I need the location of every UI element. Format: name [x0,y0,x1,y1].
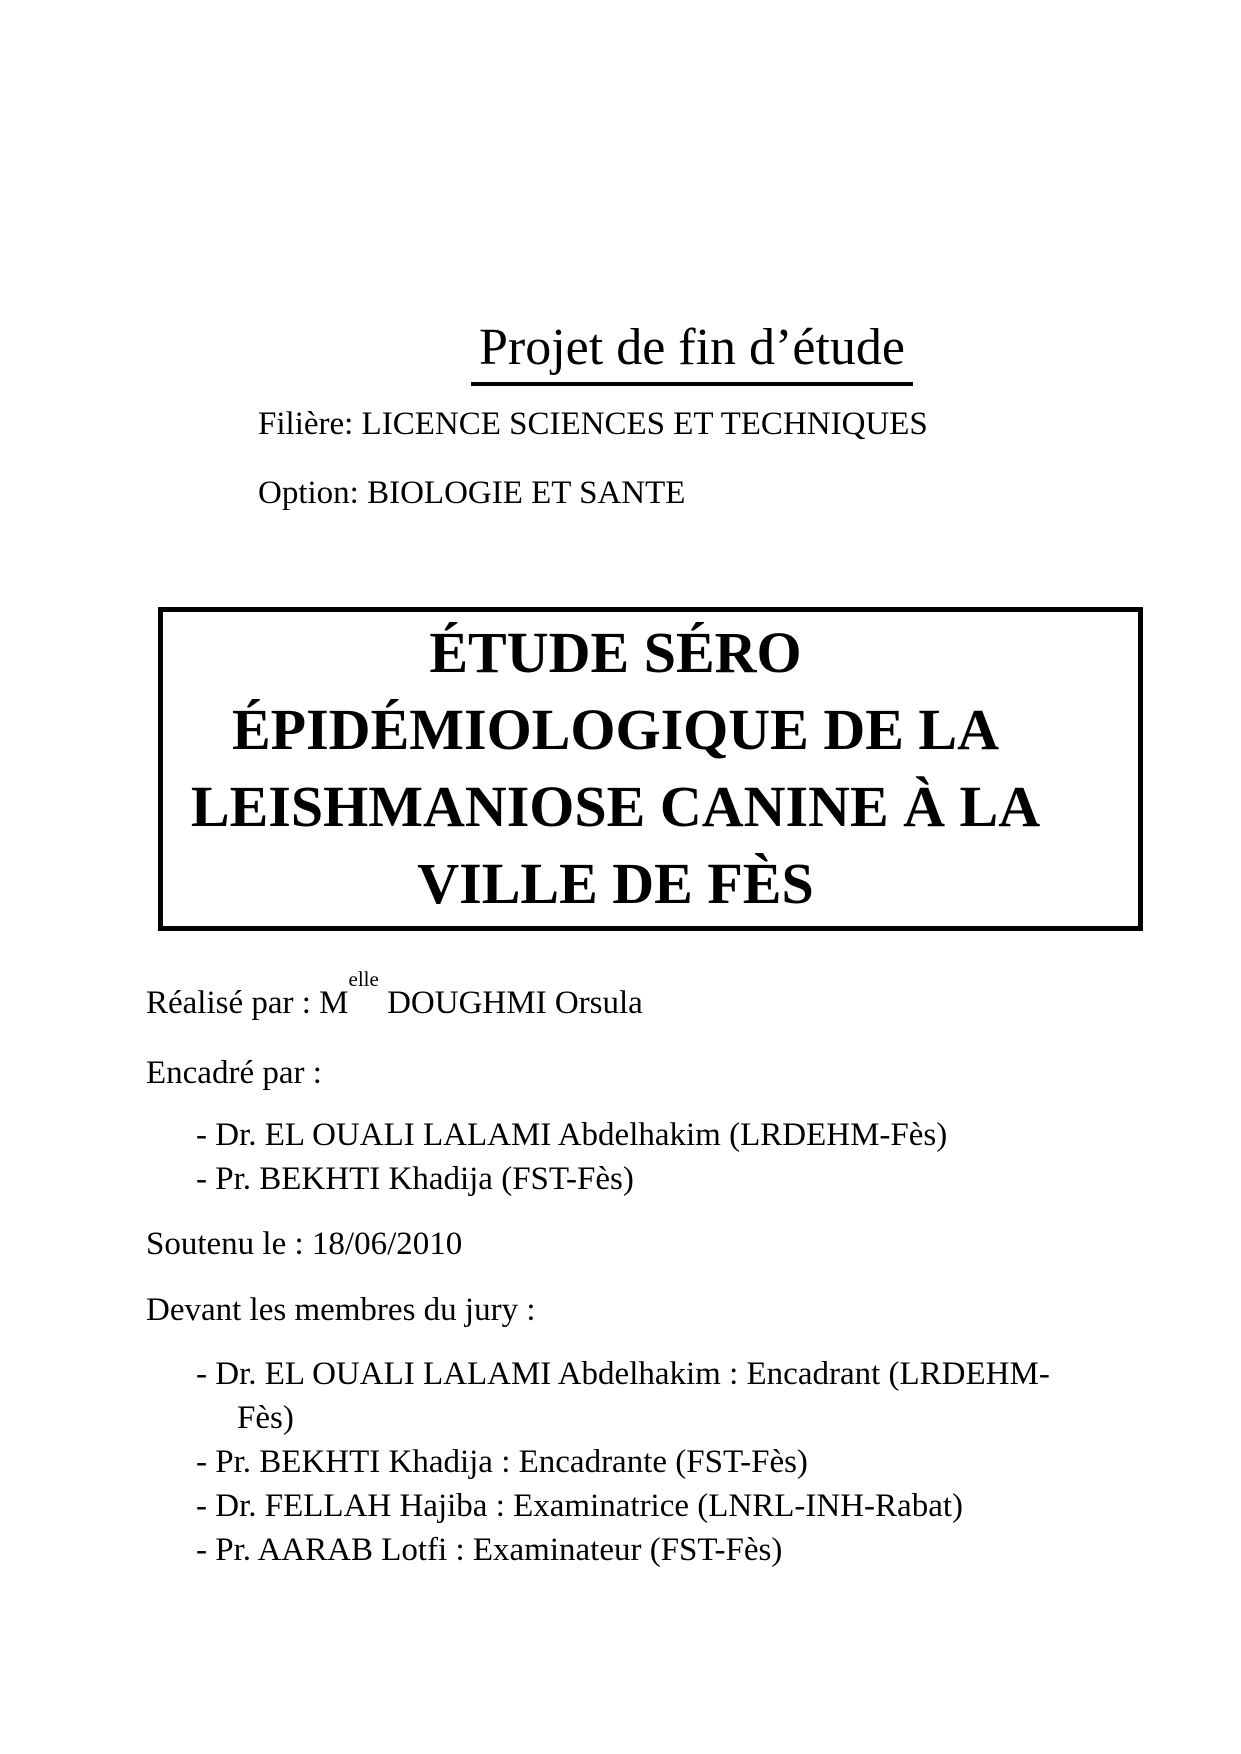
page-title [146,318,1191,386]
jury-member-4 [196,1528,1191,1572]
option-line: Option: BIOLOGIE ET SANTE [258,475,686,511]
study-title-box [158,607,1143,931]
jury-member-2 [196,1440,1191,1484]
jury-member-3 [196,1484,1191,1528]
study-title-line-1: ÉTUDE SÉRO [429,620,802,685]
jury-member-1-line-2: Fès) [237,1400,294,1436]
supervisor-item-2: - Pr. BEKHTI Khadija (FST-Fès) [196,1161,634,1197]
program-block [258,402,1191,515]
jury-member-2-line-1: - Pr. BEKHTI Khadija : Encadrante (FST-Fès) [196,1444,808,1480]
supervisors-list [196,1113,1191,1201]
study-title-line-2: ÉPIDÉMIOLOGIQUE DE LA [232,697,999,762]
jury-member-3-line-1: - Dr. FELLAH Hajiba : Examinatrice (LNRL-INH-Rabat) [196,1488,964,1524]
study-title-line-4: VILLE DE FÈS [417,851,814,916]
jury-list [196,1352,1191,1572]
author-line [146,967,1191,1025]
supervision-label: Encadré par : [146,1055,322,1091]
author-name: DOUGHMI Orsula [378,985,643,1021]
author-prefix: Réalisé par : M [146,985,349,1021]
jury-member-1 [196,1352,1191,1440]
defense-date-line: Soutenu le : 18/06/2010 [146,1226,463,1262]
page-title-underlined-text: Projet de fin d’étude [471,318,913,386]
study-title-line-3: LEISHMANIOSE CANINE À LA [190,774,1041,839]
jury-member-1-line-1: - Dr. EL OUALI LALAMI Abdelhakim : Encadrant (LRDEHM- [196,1356,1050,1392]
author-superscript: elle [348,967,379,991]
filiere-line: Filière: LICENCE SCIENCES ET TECHNIQUES [258,406,928,442]
jury-label: Devant les membres du jury : [146,1292,536,1328]
supervisor-item-1: - Dr. EL OUALI LALAMI Abdelhakim (LRDEHM-Fès) [196,1117,948,1153]
jury-member-4-line-1: - Pr. AARAB Lotfi : Examinateur (FST-Fès) [196,1532,783,1568]
